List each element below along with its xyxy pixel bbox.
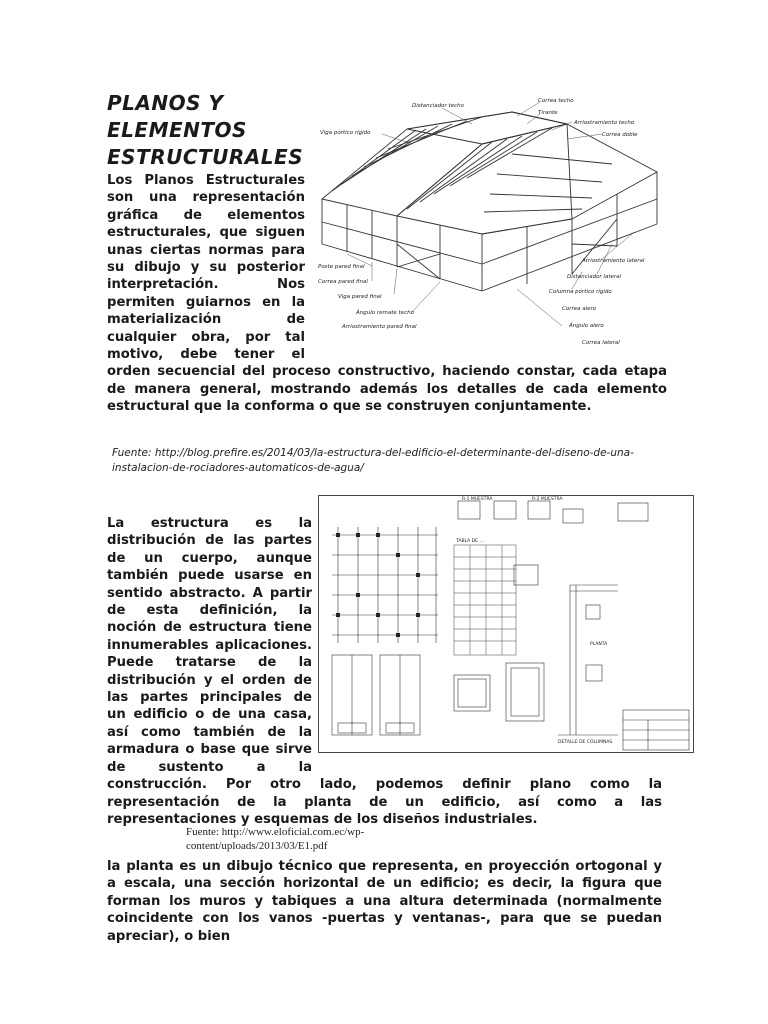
label-viga-pared-final: Viga pared final	[338, 294, 382, 300]
label-distanciador-lateral: Distanciador lateral	[567, 274, 622, 280]
label-correa-pared-final: Correa pared final	[318, 279, 368, 285]
blueprint-label-r1: R-1 MUESTRA	[462, 497, 493, 502]
title-line-3: ESTRUCTURALES	[107, 145, 304, 169]
label-columna-portico: Columna pórtico rígido	[549, 289, 612, 295]
label-angulo-remate-techo: Ángulo remate techo	[356, 310, 414, 316]
blueprint-label-r2: R-2 MUESTRA	[532, 497, 563, 502]
intro-text: Los Planos Estructurales son una representación gráfica de elementos estructurales, que siguen unas ciertas normas para su dibujo y su posterior interpretación. Nos permiten guiarnos en la materialización de cualquier obra, por tal motivo, debe tener el orden secuencial del proceso constructivo, haciendo constar, cada etapa de manera general, mostrando además los detalles de cada elemento estructural que la conforma o que se construyen conjuntamente.	[107, 173, 667, 415]
structure-text: La estructura es la distribución de las partes de un cuerpo, aunque también puede usarse en sentido abstracto. A partir de esta definición, la noción de estructura tiene innumerables aplicaciones. Puede tratarse de la distribución y el orden de las partes principales de un edificio o de una casa, así como también de la armadura o base que sirve de sustento a la construcción. Por otro lado, podemos definir plano como la representación de la planta de un edificio, así como a las representaciones y esquemas de los diseños industriales.	[107, 516, 662, 827]
label-correa-doble: Correa doble	[602, 132, 638, 138]
planta-paragraph: la planta es un dibujo técnico que representa, en proyección ortogonal y a escala, una sección horizontal de un edificio; es decir, la figura que forman los muros y tabiques a una altura determinada (normalmente coincidente con los vanos -puertas y ventanas-, para que se puedan apreciar), o bien	[107, 859, 662, 944]
blueprint-label-tabla: TABLA DE ...	[456, 539, 484, 544]
title-line-1: PLANOS Y	[107, 91, 224, 115]
label-angulo-alero: Ángulo alero	[569, 323, 604, 329]
page-title	[107, 90, 307, 171]
title-line-2: ELEMENTOS	[107, 118, 247, 142]
label-tirante: Tirante	[538, 110, 558, 116]
label-correa-lateral: Correa lateral	[582, 340, 620, 346]
source-citation-2: Fuente: http://www.eloficial.com.ec/wp-content/uploads/2013/03/E1.pdf	[186, 826, 365, 852]
label-arriostramiento-lateral: Arriostramiento lateral	[582, 258, 645, 264]
intro-float-spacer	[305, 172, 667, 348]
blueprint-label-detalle: DETALLE DE COLUMNAS	[558, 740, 613, 745]
label-distanciador-techo: Distanciador techo	[412, 103, 464, 109]
label-correa-techo: Correa techo	[538, 98, 574, 104]
structure-paragraph	[107, 515, 662, 828]
structure-float-spacer	[312, 515, 662, 760]
source-citation-1: Fuente: http://blog.prefire.es/2014/03/la-estructura-del-edificio-el-determinante-del-diseno-de-una-instalacion-de-rociadores-automaticos-de-agua/	[112, 447, 634, 474]
label-arriostramiento-techo: Arriostramiento techo	[574, 120, 635, 126]
intro-paragraph	[107, 172, 667, 416]
label-poste-pared-final: Poste pared final	[318, 264, 365, 270]
label-correa-alero: Correa alero	[562, 306, 597, 312]
label-viga-portico: Viga pórtico rígido	[320, 130, 371, 136]
blueprint-label-planta: PLANTA	[590, 642, 608, 647]
label-arriostramiento-pared-final: Arriostramiento pared final	[342, 324, 417, 330]
